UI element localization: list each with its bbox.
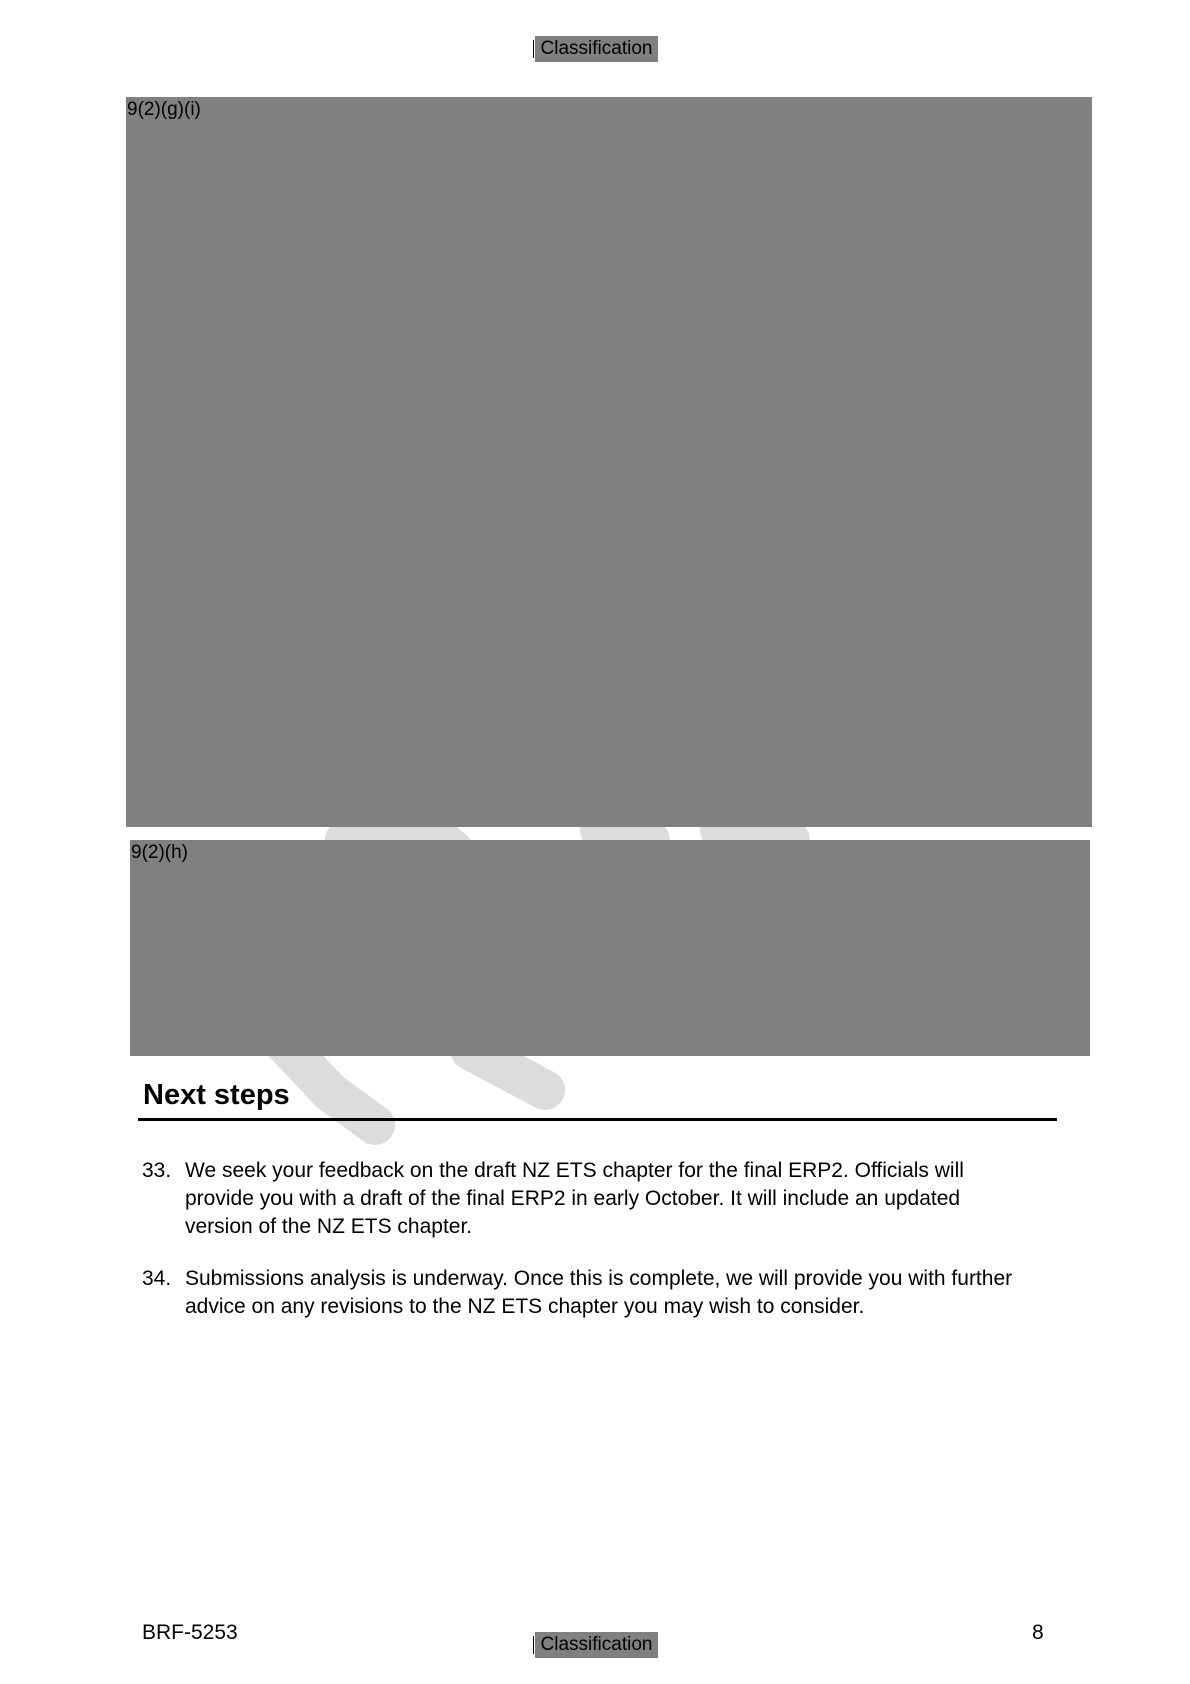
paragraph-number: 33.	[142, 1159, 172, 1182]
watermark-stroke-3	[470, 1050, 545, 1090]
numbered-paragraph	[142, 1265, 1022, 1321]
watermark-stroke-5	[720, 830, 790, 840]
classification-cursor-mark	[533, 1636, 534, 1654]
page-number: 8	[1032, 1621, 1044, 1644]
document-reference: BRF-5253	[142, 1621, 238, 1644]
header-classification-label: Classification	[540, 38, 653, 59]
footer-classification	[535, 1632, 658, 1658]
redaction-block	[126, 97, 1092, 827]
heading-underline	[138, 1118, 1057, 1121]
paragraph-text: We seek your feedback on the draft NZ ETS chapter for the final ERP2. Officials will provide you with a draft of the final ERP2 in early October. It will include an updated version of the NZ ETS chapter.	[185, 1159, 964, 1238]
paragraph-number: 34.	[142, 1267, 172, 1290]
footer-classification-label: Classification	[540, 1634, 653, 1655]
redaction-block	[130, 840, 1090, 1056]
paragraph-text: Submissions analysis is underway. Once this is complete, we will provide you with further advice on any revisions to the NZ ETS chapter you may wish to consider.	[185, 1267, 1013, 1318]
section-heading: Next steps	[143, 1079, 290, 1111]
redaction-code: 9(2)(g)(i)	[127, 99, 201, 120]
header-classification	[535, 36, 658, 62]
numbered-paragraph	[142, 1157, 1022, 1241]
classification-cursor-mark	[533, 40, 534, 58]
redaction-code: 9(2)(h)	[131, 842, 189, 863]
watermark-stroke-4	[600, 830, 650, 840]
